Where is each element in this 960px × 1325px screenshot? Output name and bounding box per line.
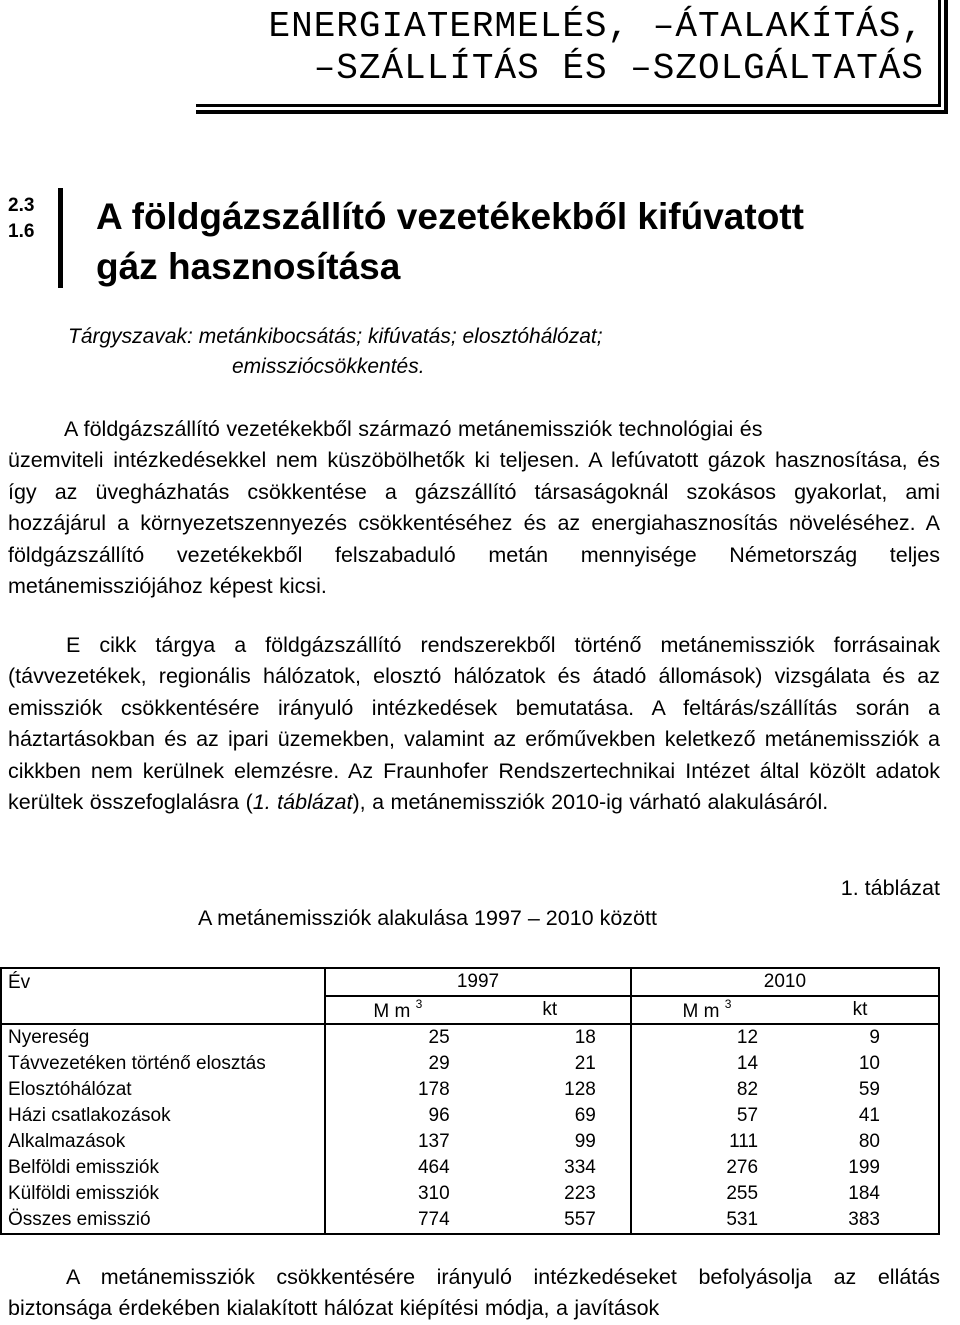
value-2010-kt: 199 [782, 1155, 939, 1181]
header-line-1: ENERGIATERMELÉS, –ÁTALAKÍTÁS, [268, 6, 924, 47]
value-1997-mm3: 774 [325, 1207, 470, 1234]
table-row [1, 1051, 939, 1077]
section-divider [58, 188, 63, 288]
table-row [1, 1077, 939, 1103]
table-row [1, 1207, 939, 1234]
table-number: 1. táblázat [840, 876, 940, 900]
table-row [1, 1155, 939, 1181]
value-1997-mm3: 96 [428, 1105, 450, 1126]
value-2010-kt: 41 [782, 1103, 939, 1129]
value-2010-mm3: 111 [729, 1131, 759, 1152]
row-label: Alkalmazások [1, 1129, 325, 1155]
unit-mm3-1997: M m $^3$ [325, 996, 470, 1024]
value-1997-kt: 128 [470, 1077, 631, 1103]
value-1997-kt: 223 [470, 1181, 631, 1207]
value-2010-kt: 80 [782, 1129, 939, 1155]
keywords [68, 322, 603, 382]
paragraph-2-part-b: ), a metánemissziók 2010-ig várható alakulásáról. [352, 790, 829, 815]
row-label: Elosztóhálózat [1, 1077, 325, 1103]
value-1997-mm3: 178 [417, 1079, 450, 1100]
value-2010-kt: 10 [782, 1051, 939, 1077]
value-1997-mm3: 310 [417, 1183, 450, 1204]
value-2010-kt: 383 [782, 1207, 939, 1234]
emissions-table [0, 967, 940, 1235]
row-label: Külföldi emissziók [1, 1181, 325, 1207]
value-2010-mm3: 82 [736, 1079, 759, 1100]
value-2010-kt: 184 [782, 1181, 939, 1207]
value-2010-mm3: 276 [726, 1157, 759, 1178]
header-year-2010: 2010 [631, 968, 939, 996]
value-1997-mm3: 137 [417, 1131, 450, 1152]
table-row [1, 1129, 939, 1155]
keywords-line-1: Tárgyszavak: metánkibocsátás; kifúvatás; elosztóhálózat; [68, 325, 603, 348]
value-2010-kt: 9 [782, 1024, 939, 1051]
value-1997-kt: 69 [470, 1103, 631, 1129]
table-row [1, 1181, 939, 1207]
value-1997-kt: 334 [470, 1155, 631, 1181]
paragraph-1-rest: üzemviteli intézkedésekkel nem küszöbölhetők ki teljesen. A lefúvatott gázok hasznosítása, és így az üvegházhatás csökkentése a gázszállító társaságoknál szokásos gyakorlat, ami hozzájárul a környezetszennyezés csökkentéséhez és az energiahasznosítás növeléséhez. A földgázszállító vezetékekből felszabaduló metán mennyisége Németország teljes metánemissziójához képest kicsi. [8, 448, 940, 599]
header-line-2: –SZÁLLÍTÁS ÉS –SZOLGÁLTATÁS [313, 48, 924, 89]
table-body [1, 1024, 939, 1234]
value-2010-mm3: 57 [736, 1105, 759, 1126]
paragraph-1-first-line: A földgázszállító vezetékekből származó metánemissziók technológiai és [64, 417, 763, 441]
value-1997-kt: 557 [470, 1207, 631, 1234]
value-1997-kt: 99 [470, 1129, 631, 1155]
paragraph-3-text: A metánemissziók csökkentésére irányuló intézkedéseket befolyásolja az ellátás biztonsága érdekében kialakított hálózat kiépítési módja, a javítások [8, 1265, 940, 1321]
table-row [1, 1024, 939, 1051]
section-number-1: 2.3 [8, 195, 35, 216]
table-reference: 1. táblázat [252, 790, 353, 815]
value-2010-mm3: 14 [736, 1053, 759, 1074]
article-title [96, 192, 804, 292]
value-1997-mm3: 25 [428, 1027, 450, 1048]
paragraph-2 [8, 630, 940, 818]
table-header-row-years [1, 968, 939, 996]
value-1997-kt: 21 [470, 1051, 631, 1077]
value-1997-mm3: 464 [417, 1157, 450, 1178]
paragraph-3 [8, 1262, 940, 1325]
row-label: Házi csatlakozások [1, 1103, 325, 1129]
unit-kt-2010: kt [782, 996, 939, 1024]
table-header-row-units [1, 996, 939, 1024]
row-label: Összes emisszió [1, 1207, 325, 1234]
section-number-2: 1.6 [8, 221, 35, 242]
title-line-1: A földgázszállító vezetékekből kifúvatott [96, 196, 804, 237]
header-box [196, 0, 941, 107]
row-label: Távvezetéken történő elosztás [1, 1051, 325, 1077]
table-title: A metánemissziók alakulása 1997 – 2010 között [198, 906, 657, 930]
value-2010-mm3: 255 [726, 1183, 759, 1204]
header-year-1997: 1997 [325, 968, 631, 996]
row-label: Nyereség [1, 1024, 325, 1051]
keywords-line-2: emissziócsökkentés. [232, 355, 425, 378]
unit-kt-1997: kt [470, 996, 631, 1024]
unit-mm3-2010: M m $^3$ [631, 996, 782, 1024]
value-2010-kt: 59 [782, 1077, 939, 1103]
title-line-2: gáz hasznosítása [96, 246, 401, 287]
row-label: Belföldi emissziók [1, 1155, 325, 1181]
paragraph-2-part-a: E cikk tárgya a földgázszállító rendszerekből történő metánemissziók forrásainak (távvezetékek, regionális hálózatok, elosztó hálózatok és átadó állomások) vizsgálata és az emissziók csökkentésére irányuló intézkedések bemutatása. A feltárás/szállítás során a háztartásokban és az ipari üzemekben, valamint az erőművekben keletkező metánemissziók a cikkben nem kerülnek elemzésre. Az Fraunhofer Rendszertechnikai Intézet által közölt adatok kerültek összefoglalásra ( [8, 633, 940, 815]
value-2010-mm3: 531 [631, 1207, 782, 1234]
header-year-label: Év [1, 968, 325, 996]
value-1997-mm3: 29 [428, 1053, 450, 1074]
paragraph-1 [8, 414, 940, 602]
value-1997-kt: 18 [470, 1024, 631, 1051]
value-2010-mm3: 12 [736, 1027, 759, 1048]
table-row [1, 1103, 939, 1129]
